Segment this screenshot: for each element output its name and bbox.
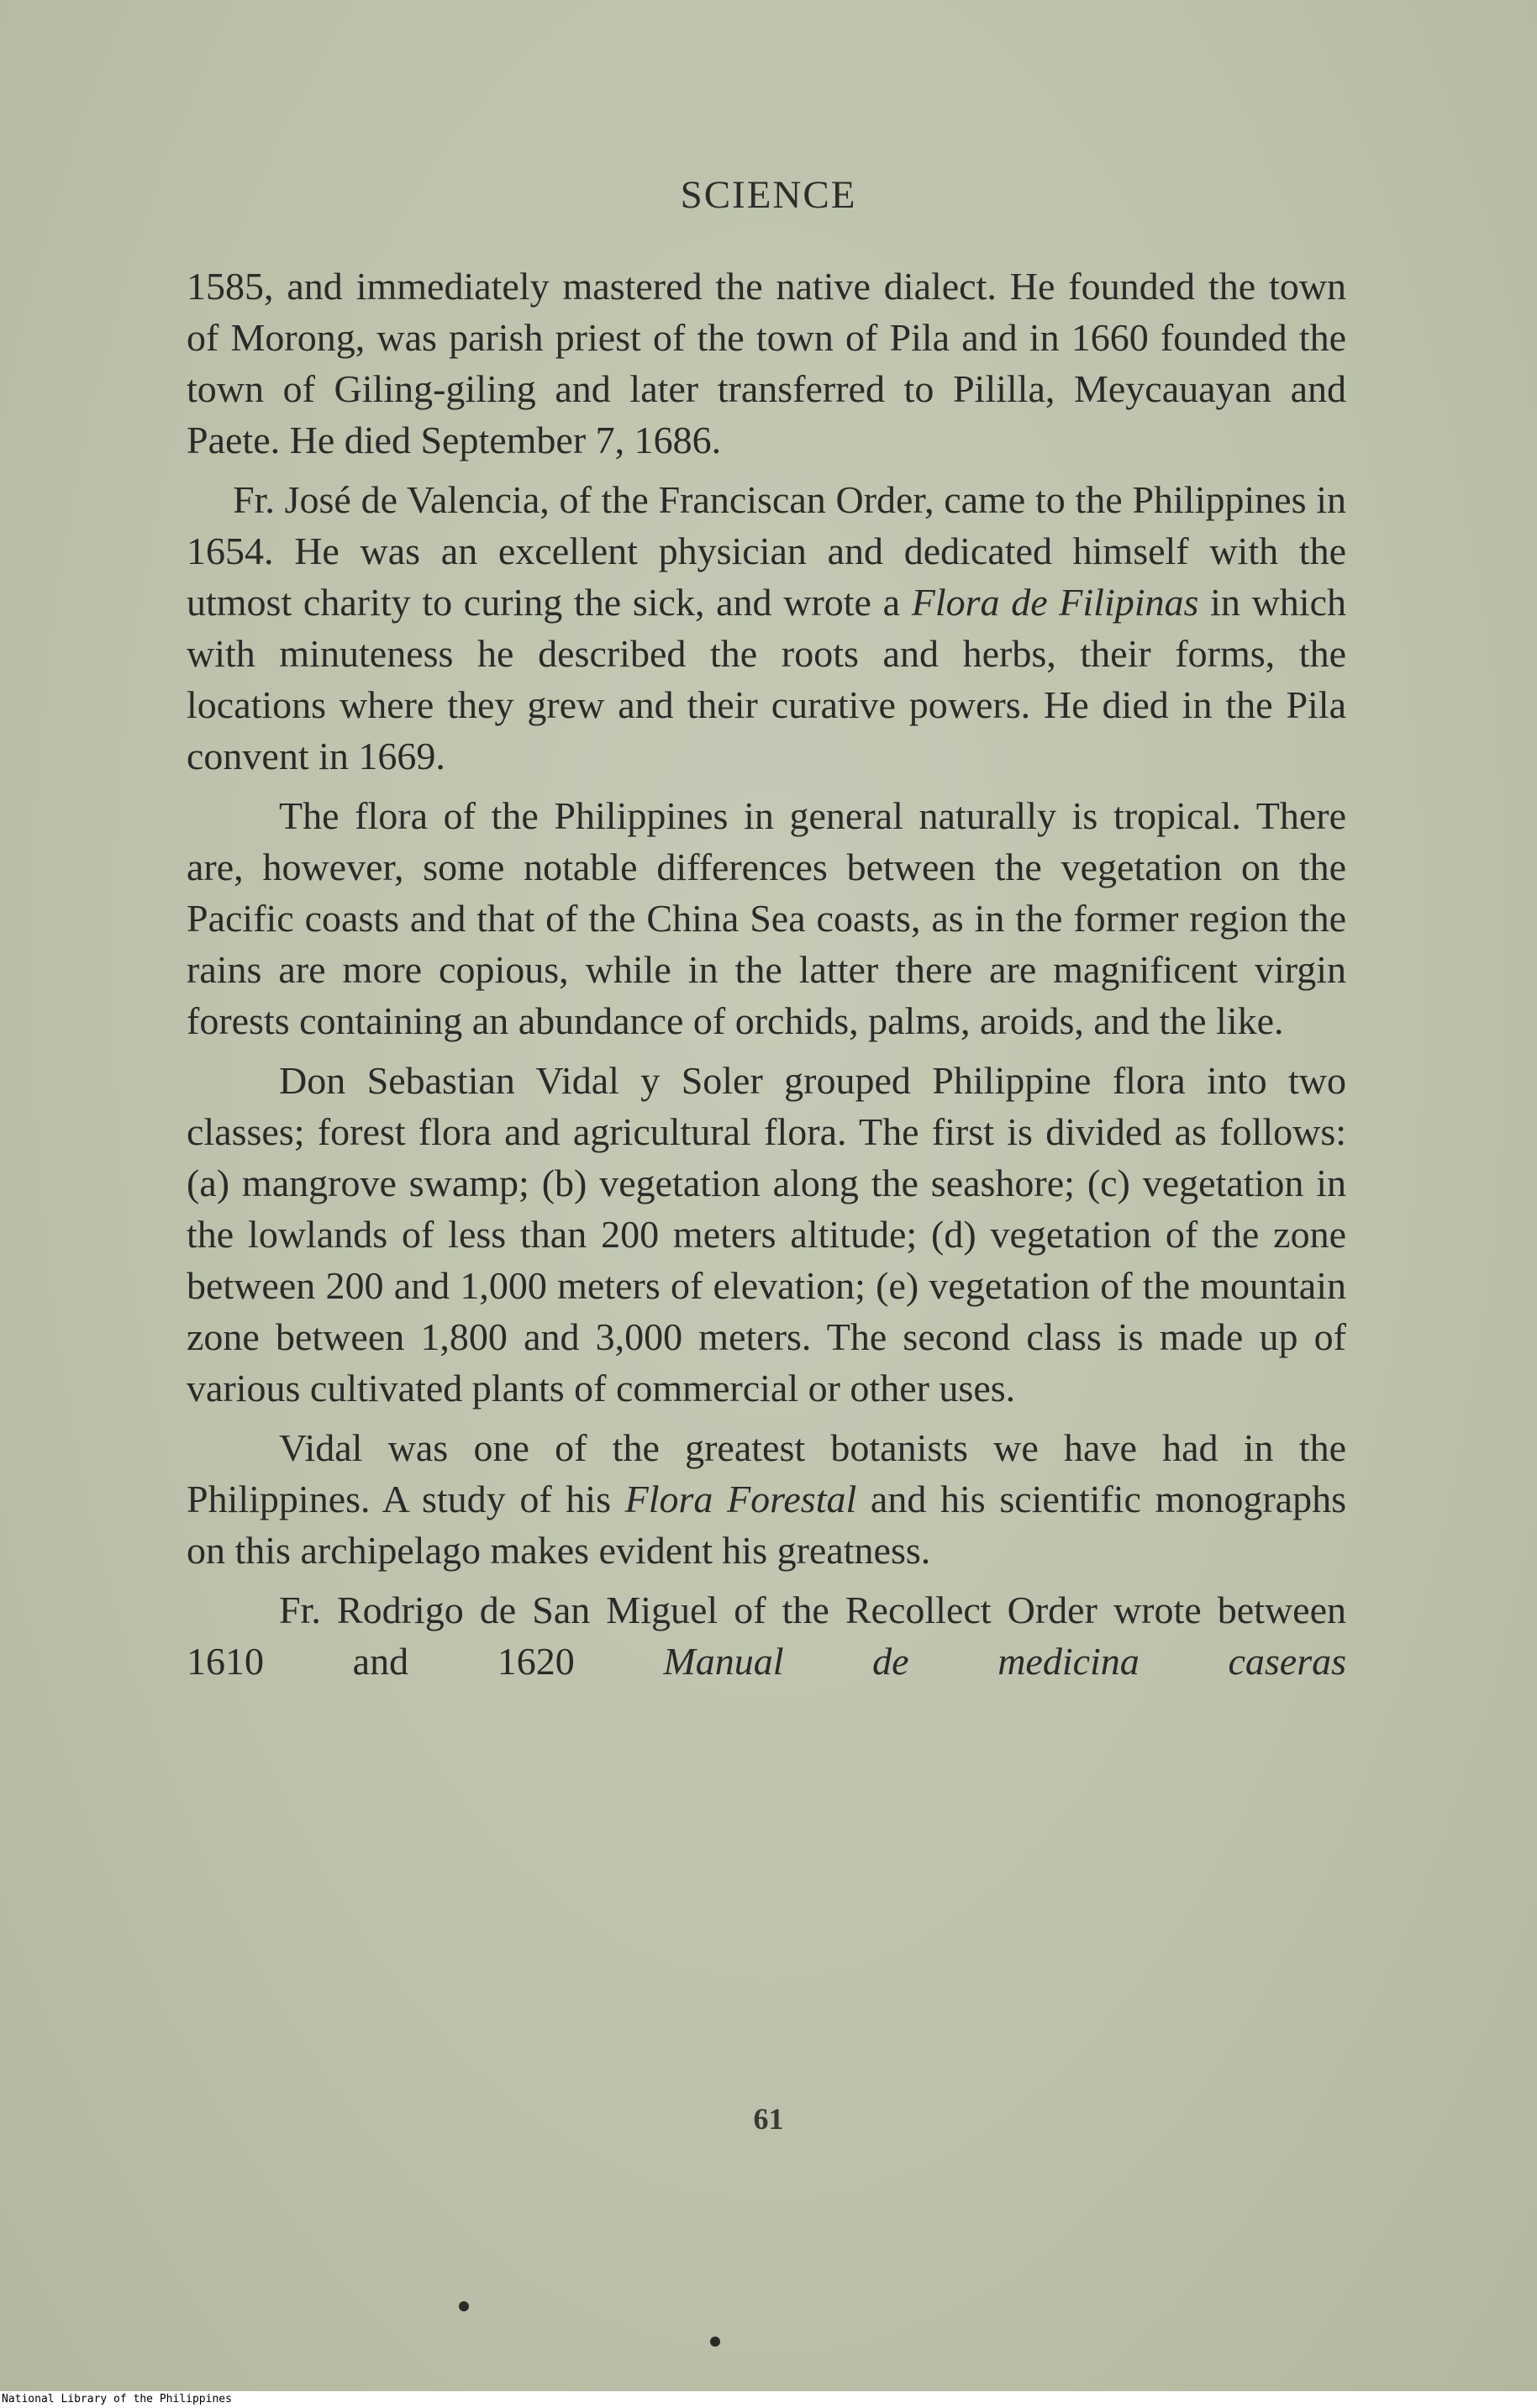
paragraph-2-start: Fr. José de Valencia, of the Franciscan Order, came to the Philippines in 1654. He was an excellent physician and dedicated himself with the utmost charity to curing the sick, and wrote a bbox=[187, 478, 1346, 624]
paragraph-5-end: and his scientific monographs on this archipelago makes evident his greatness. bbox=[187, 1478, 1347, 1572]
page-number: 61 bbox=[753, 2102, 784, 2136]
paragraph-2 bbox=[187, 474, 1346, 782]
paragraph-4: Don Sebastian Vidal y Soler grouped Philippine flora into two classes; forest flora and agricultural flora. The first is divided as follows: (a) mangrove swamp; (b) vegetation along the seashore; (c) vegetation in the lowlands of less than 200 meters altitude; (d) vegetation of the zone between 200 and 1,000 meters of elevation; (e) vegetation of the mountain zone between 1,800 and 3,000 meters. The second class is made up of various cultivated plants of commercial or other uses. bbox=[187, 1059, 1346, 1409]
paragraph-1: 1585, and immediately mastered the native dialect. He founded the town of Morong, was parish priest of the town of Pila and in 1660 founded the town of Giling-giling and later transferred to Pililla, Meycauayan and Paete. He died September 7, 1686. bbox=[187, 265, 1346, 461]
paragraph-5 bbox=[187, 1422, 1346, 1576]
body-text bbox=[187, 261, 1346, 1695]
library-credit: National Library of the Philippines bbox=[0, 2391, 1537, 2408]
paragraph-5-italic-title: Flora Forestal bbox=[624, 1478, 857, 1520]
paragraph-2-italic-title: Flora de Filipinas bbox=[911, 581, 1199, 624]
paragraph-3: The flora of the Philippines in general naturally is tropical. There are, however, some notable differences between the vegetation on the Pacific coasts and that of the China Sea coasts, as in the former region the rains are more copious, while in the latter there are magnificent virgin forests containing an abundance of orchids, palms, aroids, and the like. bbox=[187, 794, 1346, 1042]
paragraph-6 bbox=[187, 1584, 1346, 1687]
paragraph-6-italic-title: Manual de medicina caseras bbox=[663, 1640, 1346, 1683]
ink-dot bbox=[459, 2301, 469, 2311]
paragraph-6-start: Fr. Rodrigo de San Miguel of the Recollect Order wrote between 1610 and 1620 bbox=[187, 1589, 1346, 1683]
paragraph-5-start: Vidal was one of the greatest botanists we have had in the Philippines. A study of his bbox=[187, 1426, 1346, 1520]
running-head: SCIENCE bbox=[680, 173, 857, 217]
ink-dot bbox=[710, 2337, 720, 2347]
paragraph-2-end: in which with minuteness he described the roots and herbs, their forms, the locations where they grew and their curative powers. He died in the Pila convent in 1669. bbox=[187, 581, 1346, 777]
